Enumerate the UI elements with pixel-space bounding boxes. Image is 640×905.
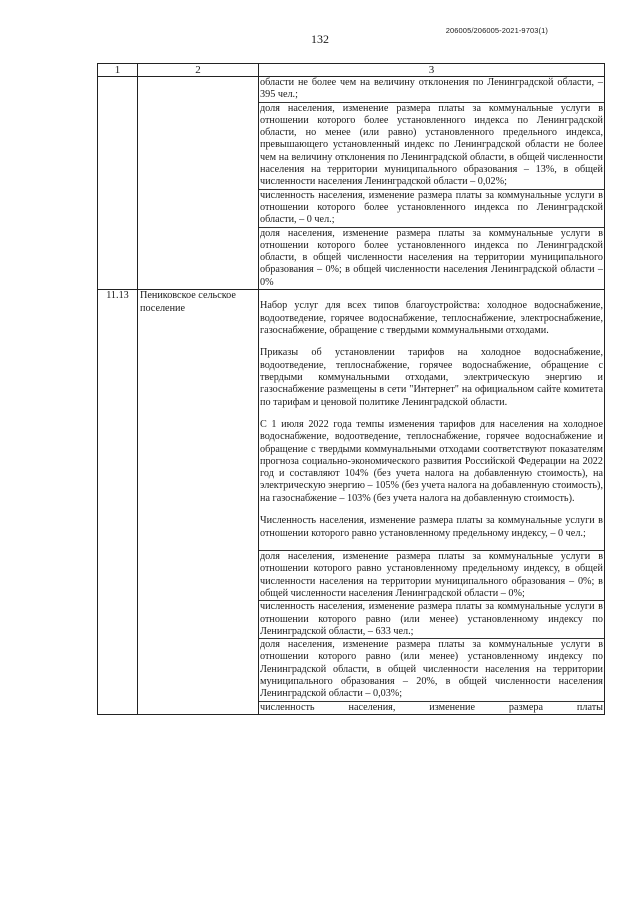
details-paragraph: Набор услуг для всех типов благоустройства: холодное водоснабжение, водоотведение, горячее водоснабжение, теплоснабжение, электроснабжение, газоснабжение, обращение с твердыми коммунальными отходами.	[260, 300, 603, 336]
details-block: доля населения, изменение размера платы за коммунальные услуги в отношении которого равно установленному предельному индексу, в общей численности населения на территории муниципального образования – 0%; в общей численности населения Ленинградской области – 0%;	[260, 551, 603, 599]
table-row-continued	[98, 77, 605, 290]
table-row	[98, 290, 605, 715]
column-header-3: 3	[259, 64, 605, 77]
document-id: 206005/206005-2021-9703(1)	[445, 26, 548, 35]
settlement-name: Пениковское сельское поселение	[138, 290, 259, 715]
page-number: 132	[311, 32, 329, 46]
table-header-row	[98, 64, 605, 77]
details-block: численность населения, изменение размера платы за коммунальные услуги в отношении которого равно (или менее) установленному индексу по Ленинградской области, – 633 чел.;	[260, 601, 603, 637]
details-block: численность населения, изменение размера платы за коммунальные услуги в отношении которого более установленного индекса по Ленинградской области, – 0 чел.;	[260, 189, 603, 226]
row-number: 11.13	[98, 290, 138, 715]
column-header-1: 1	[98, 64, 138, 77]
cell-details-continued	[259, 77, 605, 290]
details-block: численность населения, изменение размера платы	[260, 701, 603, 713]
details-block: области не более чем на величину отклонения по Ленинградской области, – 395 чел.;	[260, 77, 603, 101]
cell-details	[259, 290, 605, 715]
details-block: доля населения, изменение размера платы за коммунальные услуги в отношении которого более установленного индекса по Ленинградской области, в общей численности населения на территории муниципального образования – 0%; в общей численности населения Ленинградской области – 0%	[260, 227, 603, 288]
cell-number-empty	[98, 77, 138, 290]
cell-name-empty	[138, 77, 259, 290]
details-block: доля населения, изменение размера платы за коммунальные услуги в отношении которого равно (или менее) установленному индексу по Ленинградской области, в общей численности населения на территории муниципального образования – 20%, в общей численности населения Ленинградской области – 0,03%;	[260, 639, 603, 700]
details-paragraph: Численность населения, изменение размера платы за коммунальные услуги в отношении которого равно установленному предельному индексу, – 0 чел.;	[260, 515, 603, 539]
details-block-main	[259, 300, 604, 540]
data-table	[97, 63, 605, 715]
details-paragraph: С 1 июля 2022 года темпы изменения тарифов для населения на холодное водоснабжение, водоотведение, теплоснабжение, горячее водоснабжение и обращение с твердыми коммунальными отходами соответствуют показателям прогноза социально-экономического развития Российской Федерации на 2022 год и составляют 104% (без учета налога на добавленную стоимость), на электрическую энергию – 105% (без учета налога на добавленную стоимость), на газоснабжение – 103% (без учета налога на добавленную стоимость).	[260, 418, 603, 504]
details-block: доля населения, изменение размера платы за коммунальные услуги в отношении которого более установленного индекса по Ленинградской области, но менее (или равно) установленного предельного индекса, превышающего установленный индекс по Ленинградской области не более чем на величину отклонения по Ленинградской области, в общей численности населения на территории муниципального образования – 13%, в общей численности населения Ленинградской области – 0,02%;	[260, 102, 603, 188]
details-paragraph: Приказы об установлении тарифов на холодное водоснабжение, водоотведение, теплоснабжение, горячее водоснабжение, обращение с твердыми коммунальными отходами, электрическую энергию и газоснабжение размещены в сети "Интернет" на официальном сайте комитета по тарифам и ценовой политике Ленинградской области.	[260, 347, 603, 408]
column-header-2: 2	[138, 64, 259, 77]
